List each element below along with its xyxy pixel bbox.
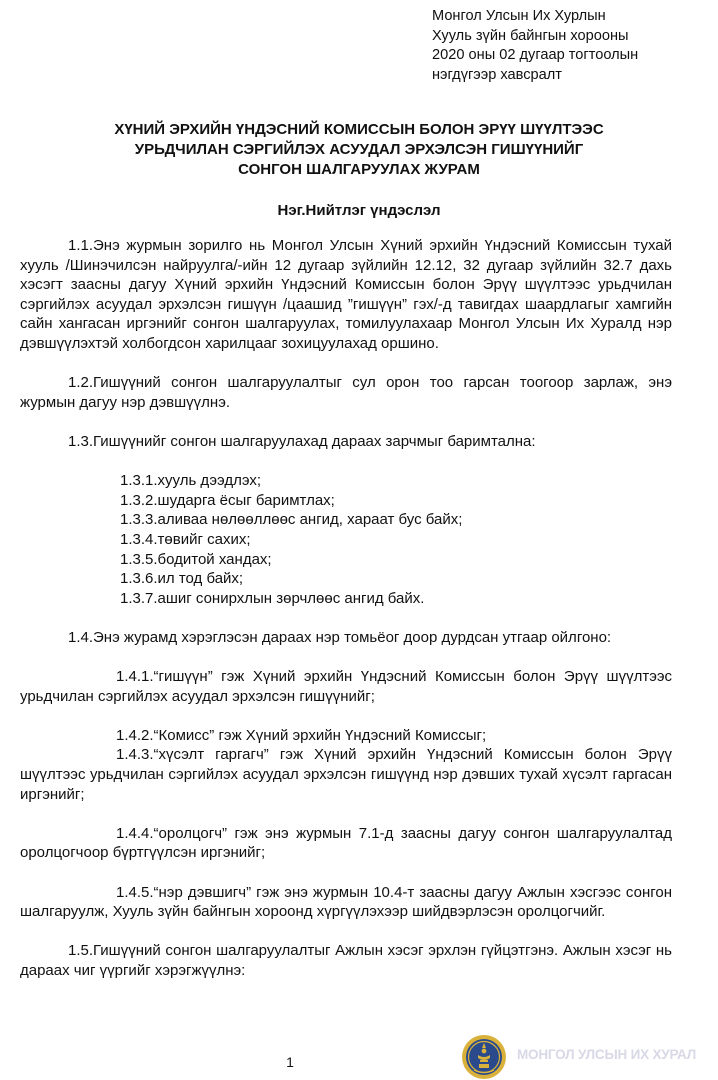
- page-number: 1: [286, 1054, 294, 1070]
- title-line: СОНГОН ШАЛГАРУУЛАХ ЖУРАМ: [238, 161, 480, 178]
- definition-1-4-1: 1.4.1.“гишүүн” гэж Хүний эрхийн Үндэсний Комиссын болон Эрүү шүүлтээс урьдчилан сэргийлэх асуудал эрхэлсэн гишүүнийг;: [20, 668, 672, 705]
- document-title: [0, 120, 718, 180]
- parliament-watermark: [461, 1034, 718, 1080]
- list-item: 1.3.3.аливаа нөлөөллөөс ангид, хараат бус байх;: [120, 511, 463, 529]
- annex-line: Хууль зүйн байнгын хорооны: [432, 27, 629, 44]
- paragraph-1-5: 1.5.Гишүүний сонгон шалгаруулалтыг Ажлын хэсэг эрхлэн гүйцэтгэнэ. Ажлын хэсэг нь дараах чиг үүргийг хэрэгжүүлнэ:: [20, 942, 672, 979]
- list-item: 1.3.4.төвийг сахих;: [120, 530, 251, 548]
- list-item: 1.3.1.хууль дээдлэх;: [120, 472, 261, 490]
- list-item: 1.3.2.шударга ёсыг баримтлах;: [120, 491, 335, 509]
- title-line: ХҮНИЙ ЭРХИЙН ҮНДЭСНИЙ КОМИССЫН БОЛОН ЭРҮҮ ШҮҮЛТЭЭС: [114, 121, 604, 138]
- paragraph-1-1: 1.1.Энэ журмын зорилго нь Монгол Улсын Хүний эрхийн Үндэсний Комиссын тухай хууль /Шинэчилсэн найруулга/-ийн 12 дугаар зүйлийн 12.12, 32 дугаар зүйлийн 32.7 дахь хэсэгт заасны дагуу Хүний эрхийн Үндэсний Комиссын болон Эрүү шүүлтээс урьдчилан сэргийлэх асуудал эрхэлсэн гишүүн /цаашид ”гишүүн” гэх/-д тавигдах шаардлагыг хамгийн сайн хангасан иргэнийг сонгон шалгаруулах, томилуулахаар Монгол Улсын Их Хуралд нэр дэвшүүлэхтэй холбогдсон харилцааг зохицуулахад оршино.: [20, 237, 672, 352]
- paragraph-1-3: 1.3.Гишүүнийг сонгон шалгаруулахад дараах зарчмыг баримтална:: [68, 432, 536, 450]
- section-heading: Нэг.Нийтлэг үндэслэл: [277, 202, 441, 219]
- paragraph-1-4: 1.4.Энэ журамд хэрэглэсэн дараах нэр томьёог доор дурдсан утгаар ойлгоно:: [68, 628, 612, 646]
- list-item: 1.3.5.бодитой хандах;: [120, 550, 272, 568]
- state-emblem-icon: [461, 1034, 507, 1080]
- annex-line: Монгол Улсын Их Хурлын: [432, 8, 606, 24]
- annex-header-note: [432, 7, 638, 85]
- definition-1-4-3: 1.4.3.“хүсэлт гаргагч” гэж Хүний эрхийн Үндэсний Комиссын болон Эрүү шүүлтээс урьдчилан сэргийлэх асуудал эрхэлсэн гишүүнд нэр дэвших тухай хүсэлт гаргасан иргэнийг;: [20, 746, 672, 803]
- list-item: 1.3.7.ашиг сонирхлын зөрчлөөс ангид байх.: [120, 589, 425, 607]
- annex-line: 2020 оны 02 дугаар тогтоолын: [432, 47, 639, 63]
- definition-1-4-4: 1.4.4.“оролцогч” гэж энэ журмын 7.1-д заасны дагуу сонгон шалгаруулалтад оролцогчоор бүртгүүлсэн иргэнийг;: [20, 824, 672, 862]
- paragraph-1-2: 1.2.Гишүүний сонгон шалгаруулалтыг сул орон тоо гарсан тоогоор зарлаж, энэ журмын дагуу нэр дэвшүүлнэ.: [20, 374, 672, 411]
- principles-list: [20, 471, 672, 608]
- annex-line: нэгдүгээр хавсралт: [432, 66, 562, 83]
- list-item: 1.3.6.ил тод байх;: [120, 570, 244, 588]
- document-body: [20, 236, 672, 981]
- definition-1-4-5: 1.4.5.“нэр дэвшигч” гэж энэ журмын 10.4-т заасны дагуу Ажлын хэсгээс сонгон шалгаруулж, Хууль зүйн байнгын хороонд хүргүүлэхээр шийдвэрлэсэн оролцогчийг.: [20, 883, 672, 921]
- definition-1-4-2: 1.4.2.“Комисс” гэж Хүний эрхийн Үндэсний Комиссыг;: [116, 726, 487, 744]
- title-line: УРЬДЧИЛАН СЭРГИЙЛЭХ АСУУДАЛ ЭРХЭЛСЭН ГИШҮҮНИЙГ: [134, 141, 584, 158]
- watermark-text: МОНГОЛ УЛСЫН ИХ ХУРАЛ: [517, 1047, 697, 1062]
